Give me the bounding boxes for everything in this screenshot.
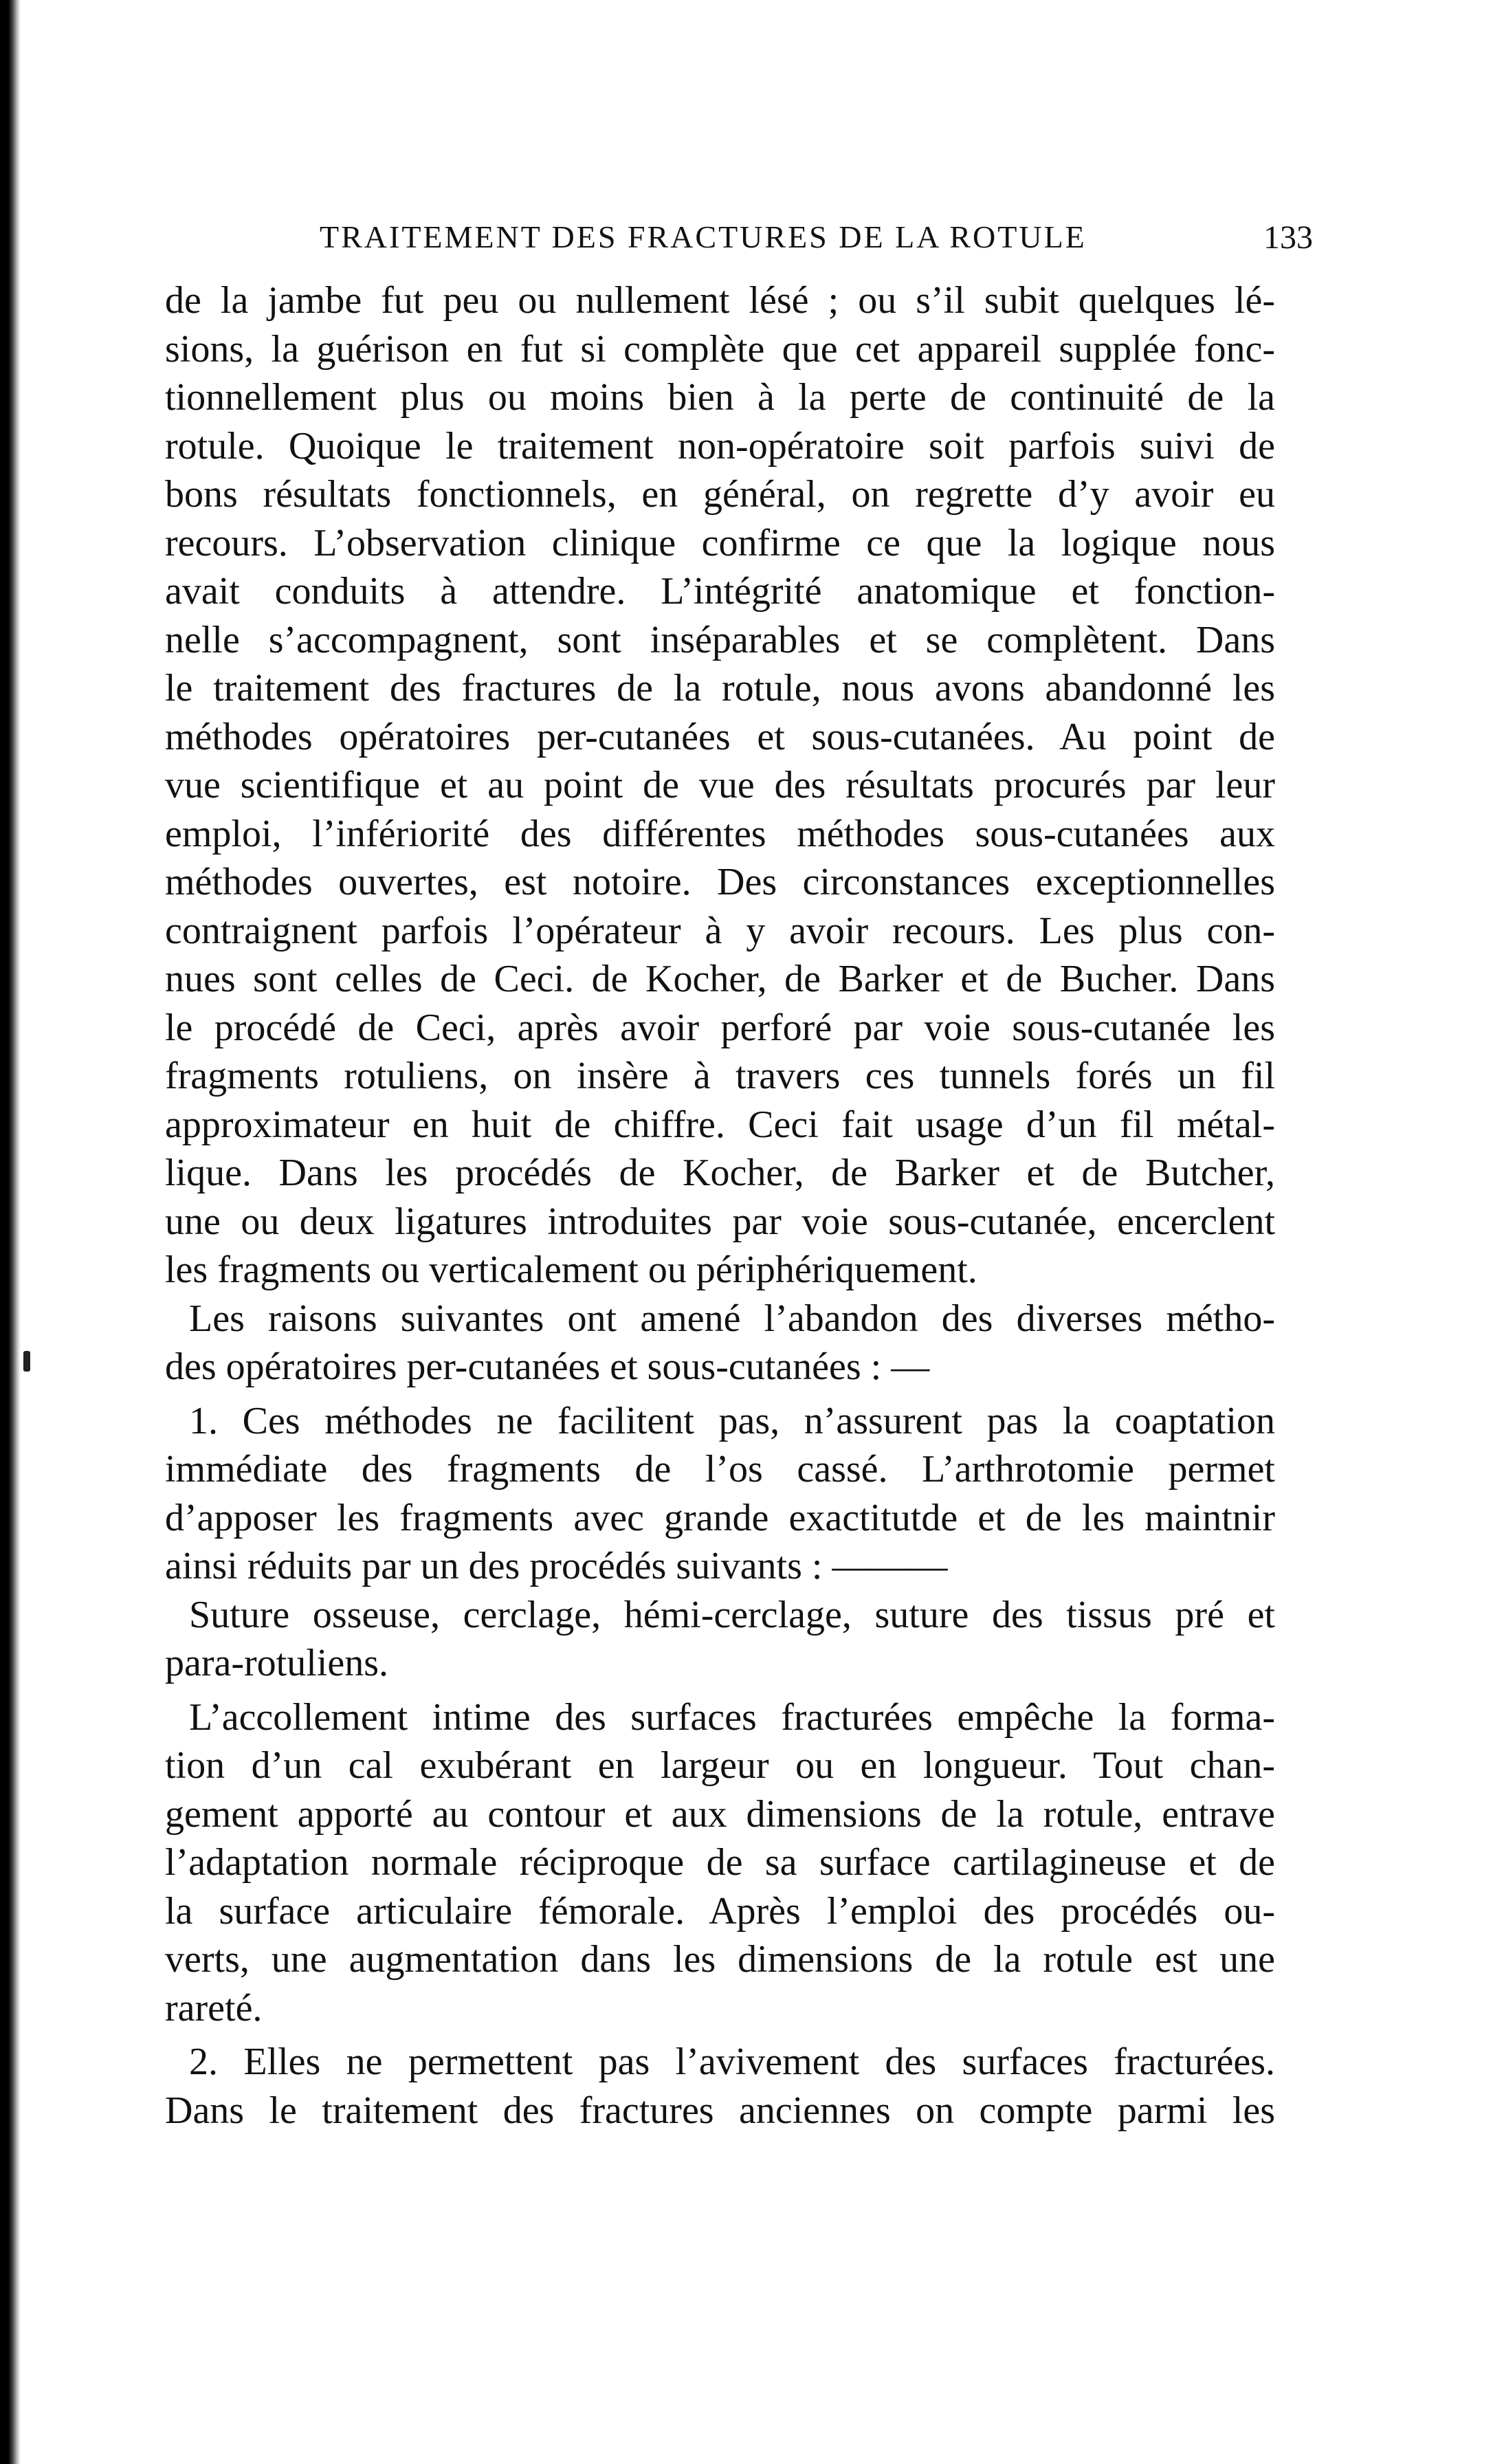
- text-line: recours. L’observation clinique confirme ce que la logique nous: [165, 521, 1275, 564]
- text-line: des opératoires per-cutanées et sous-cutanées : —: [165, 1345, 930, 1388]
- text-line: bons résultats fonctionnels, en général, on regrette d’y avoir eu: [165, 473, 1275, 516]
- text-line: rareté.: [165, 1986, 263, 2030]
- page-header: [320, 219, 1313, 260]
- text-line: méthodes opératoires per-cutanées et sous-cutanées. Au point de: [165, 715, 1275, 758]
- text-line: gement apporté au contour et aux dimensions de la rotule, entrave: [165, 1792, 1275, 1836]
- text-line: 2. Elles ne permettent pas l’avivement des surfaces fracturées.: [189, 2040, 1275, 2083]
- text-line: nelle s’accompagnent, sont inséparables et se complètent. Dans: [165, 618, 1275, 661]
- text-line: tionnellement plus ou moins bien à la perte de continuité de la: [165, 376, 1275, 419]
- text-line: approximateur en huit de chiffre. Ceci fait usage d’un fil métal-: [165, 1103, 1275, 1146]
- text-line: para-rotuliens.: [165, 1642, 388, 1684]
- body-text: [165, 276, 1275, 2135]
- binding-mark: [23, 1351, 30, 1372]
- text-line: avait conduits à attendre. L’intégrité anatomique et fonction-: [165, 570, 1275, 613]
- text-line: ainsi réduits par un des procédés suivants : ———: [165, 1545, 948, 1587]
- text-line: les fragments ou verticalement ou périphériquement.: [165, 1248, 977, 1291]
- text-line: 1. Ces méthodes ne facilitent pas, n’assurent pas la coaptation: [189, 1399, 1275, 1442]
- text-line: vue scientifique et au point de vue des résultats procurés par leur: [165, 764, 1275, 806]
- text-line: Dans le traitement des fractures anciennes on compte parmi les: [165, 2089, 1275, 2132]
- text-line: de la jambe fut peu ou nullement lésé ; ou s’il subit quelques lé-: [165, 279, 1275, 322]
- text-line: d’apposer les fragments avec grande exactitutde et de les maintnir: [165, 1496, 1275, 1539]
- text-line: nues sont celles de Ceci. de Kocher, de Barker et de Bucher. Dans: [165, 958, 1275, 1000]
- page-number: 133: [1263, 219, 1313, 256]
- text-line: L’accollement intime des surfaces fracturées empêche la forma-: [189, 1695, 1275, 1739]
- text-line: fragments rotuliens, on insère à travers ces tunnels forés un fil: [165, 1055, 1275, 1097]
- text-line: Suture osseuse, cerclage, hémi-cerclage, suture des tissus pré et: [189, 1593, 1275, 1636]
- text-line: rotule. Quoique le traitement non-opératoire soit parfois suivi de: [165, 424, 1275, 468]
- text-line: emploi, l’infériorité des différentes méthodes sous-cutanées aux: [165, 812, 1275, 855]
- text-line: sions, la guérison en fut si complète que cet appareil supplée fonc-: [165, 327, 1275, 371]
- text-line: le traitement des fractures de la rotule, nous avons abandonné les: [165, 667, 1275, 710]
- page-binding-edge: [0, 0, 21, 2464]
- text-line: l’adaptation normale réciproque de sa surface cartilagineuse et de: [165, 1841, 1275, 1884]
- text-line: verts, une augmentation dans les dimensions de la rotule est une: [165, 1938, 1275, 1981]
- text-line: lique. Dans les procédés de Kocher, de Barker et de Butcher,: [165, 1152, 1275, 1194]
- text-line: immédiate des fragments de l’os cassé. L’arthrotomie permet: [165, 1448, 1275, 1490]
- text-line: une ou deux ligatures introduites par voie sous-cutanée, encerclent: [165, 1200, 1275, 1243]
- text-line: Les raisons suivantes ont amené l’abandon des diverses métho-: [189, 1297, 1275, 1340]
- text-line: contraignent parfois l’opérateur à y avoir recours. Les plus con-: [165, 909, 1275, 952]
- running-title: TRAITEMENT DES FRACTURES DE LA ROTULE: [320, 219, 1087, 254]
- text-line: le procédé de Ceci, après avoir perforé par voie sous-cutanée les: [165, 1006, 1275, 1049]
- text-line: méthodes ouvertes, est notoire. Des circonstances exceptionnelles: [165, 861, 1275, 903]
- text-line: la surface articulaire fémorale. Après l’emploi des procédés ou-: [165, 1889, 1275, 1933]
- text-line: tion d’un cal exubérant en largeur ou en longueur. Tout chan-: [165, 1744, 1275, 1787]
